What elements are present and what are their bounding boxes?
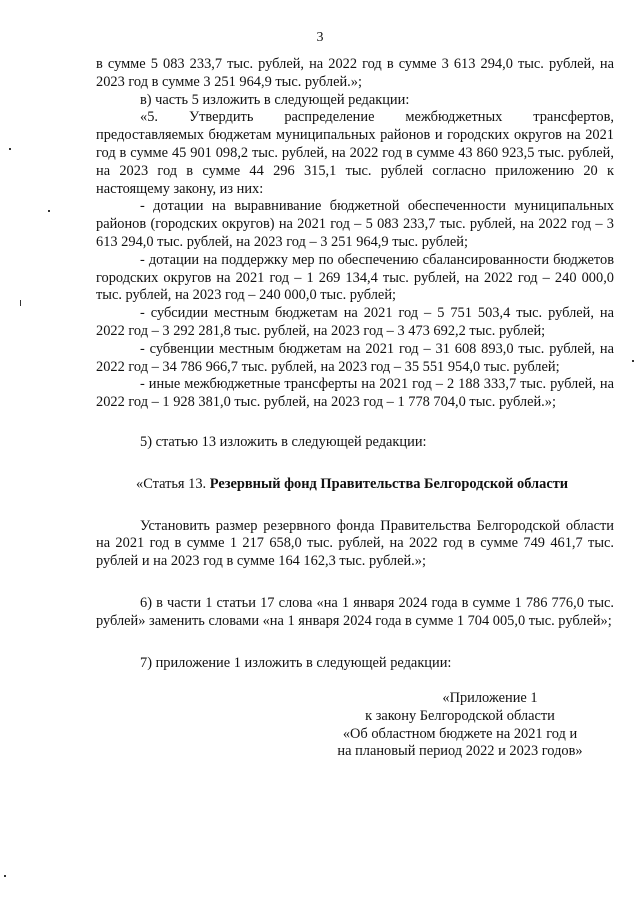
scan-speck [48,210,50,212]
list-item: - иные межбюджетные трансферты на 2021 год – 2 188 333,7 тыс. рублей, на 2022 год – 1 928 381,0 тыс. рублей, на 2023 год – 1 778 704,0 тыс. рублей.»; [96,376,614,411]
page-number: 3 [316,30,324,45]
paragraph: 6) в части 1 статьи 17 слова «на 1 января 2024 года в сумме 1 786 776,0 тыс. рублей» заменить словами «на 1 января 2024 года в сумме 1 704 005,0 тыс. рублей»; [96,594,614,629]
article-prefix: «Статья 13. [136,475,210,492]
appendix-heading [300,690,620,761]
scan-speck [632,360,634,362]
paragraph: Установить размер резервного фонда Правительства Белгородской области на 2021 год в сумме 1 217 658,0 тыс. рублей, на 2022 год в сумме 749 461,7 тыс. рублей и на 2023 год в сумме 164 162,3 тыс. рублей.»; [96,517,614,570]
scan-speck [9,148,11,150]
scan-speck [4,875,6,877]
article-heading [96,476,614,494]
appendix-line: «Об областном бюджете на 2021 год и [342,725,578,742]
appendix-line: на плановый период 2022 и 2023 годов» [337,743,583,760]
list-item: - дотации на поддержку мер по обеспечению сбалансированности бюджетов городских округов на 2021 год – 1 269 134,4 тыс. рублей, на 2022 год – 240 000,0 тыс. рублей, на 2023 год – 240 000,0 тыс. рублей; [96,251,614,304]
paragraph: в) часть 5 изложить в следующей редакции: [140,91,410,108]
paragraph: 5) статью 13 изложить в следующей редакции: [140,433,427,450]
appendix-line: «Приложение 1 [442,690,538,706]
paragraph: «5. Утвердить распределение межбюджетных трансфертов, предоставляемых бюджетам муниципальных районов и городских округов на 2021 год в сумме 45 901 098,2 тыс. рублей, на 2022 год в сумме 43 860 923,5 тыс. рублей, на 2023 год в сумме 44 296 315,1 тыс. рублей согласно приложению 20 к настоящему закону, из них: [96,109,614,197]
document-body [96,56,614,672]
paragraph: 7) приложение 1 изложить в следующей редакции: [140,654,452,671]
appendix-line: к закону Белгородской области [365,707,555,724]
article-title: Резервный фонд Правительства Белгородской области [209,475,569,492]
list-item: - субсидии местным бюджетам на 2021 год – 5 751 503,4 тыс. рублей, на 2022 год – 3 292 281,8 тыс. рублей, на 2023 год – 3 473 692,2 тыс. рублей; [96,305,614,339]
list-item: - субвенции местным бюджетам на 2021 год – 31 608 893,0 тыс. рублей, на 2022 год – 34 786 966,7 тыс. рублей, на 2023 год – 35 551 954,0 тыс. рублей; [96,340,614,375]
scan-speck [20,300,21,306]
paragraph: в сумме 5 083 233,7 тыс. рублей, на 2022 год в сумме 3 613 294,0 тыс. рублей, на 2023 год в сумме 3 251 964,9 тыс. рублей.»; [96,56,614,90]
list-item: - дотации на выравнивание бюджетной обеспеченности муниципальных районов (городских округов) на 2021 год – 5 083 233,7 тыс. рублей, на 2022 год – 3 613 294,0 тыс. рублей, на 2023 год – 3 251 964,9 тыс. рублей; [96,198,614,250]
